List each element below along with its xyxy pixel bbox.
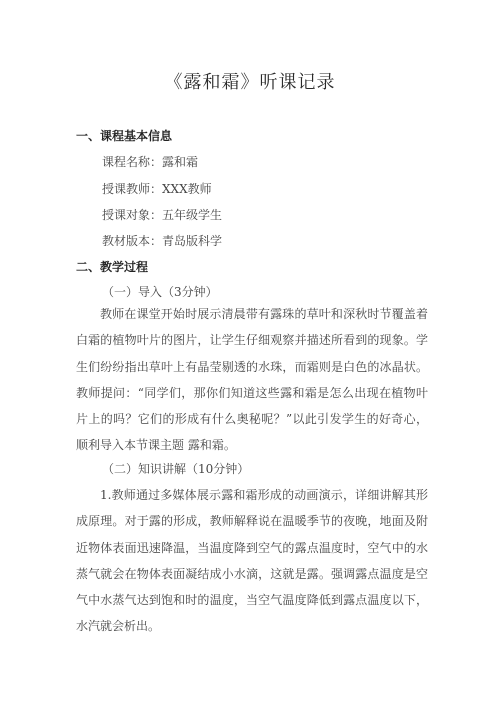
paragraph-knowledge: 1.教师通过多媒体展示露和霜形成的动画演示，详细讲解其形成原理。对于露的形成，教师解释说在温暖季节的夜晚，地面及附近物体表面迅速降温，当温度降到空气的露点温度时，空气中的水蒸气就会在物体表面凝结成小水滴，这就是露。强调露点温度是空气中水蒸气达到饱和时的温度，当空气温度降低到露点温度以下，水汽就会析出。 [76,488,428,634]
info-teacher: 授课教师：XXX教师 [102,182,212,196]
info-course-name: 课程名称：露和霜 [102,155,199,169]
page-title: 《露和霜》听课记录 [164,72,336,93]
subheading-knowledge: （二）知识讲解（10分钟） [102,462,250,476]
section-heading-teaching-process: 二、教学过程 [76,260,149,274]
paragraph-introduction: 教师在课堂开始时展示清晨带有露珠的草叶和深秋时节覆盖着白霜的植物叶片的图片，让学生仔细观察并描述所看到的现象。学生们纷纷指出草叶上有晶莹剔透的水珠，而霜则是白色的冰晶状。教师提问：“同学们，那你们知道这些露和霜是怎么出现在植物叶片上的吗？它们的形成有什么奥秘呢？”以此引发学生的好奇心，顺利导入本节课主题 露和霜。 [76,307,428,453]
subheading-introduction: （一）导入（3分钟） [102,285,218,299]
info-audience: 授课对象：五年级学生 [102,208,223,222]
section-heading-basic-info: 一、课程基本信息 [76,129,173,143]
info-textbook: 教材版本：青岛版科学 [102,234,223,248]
